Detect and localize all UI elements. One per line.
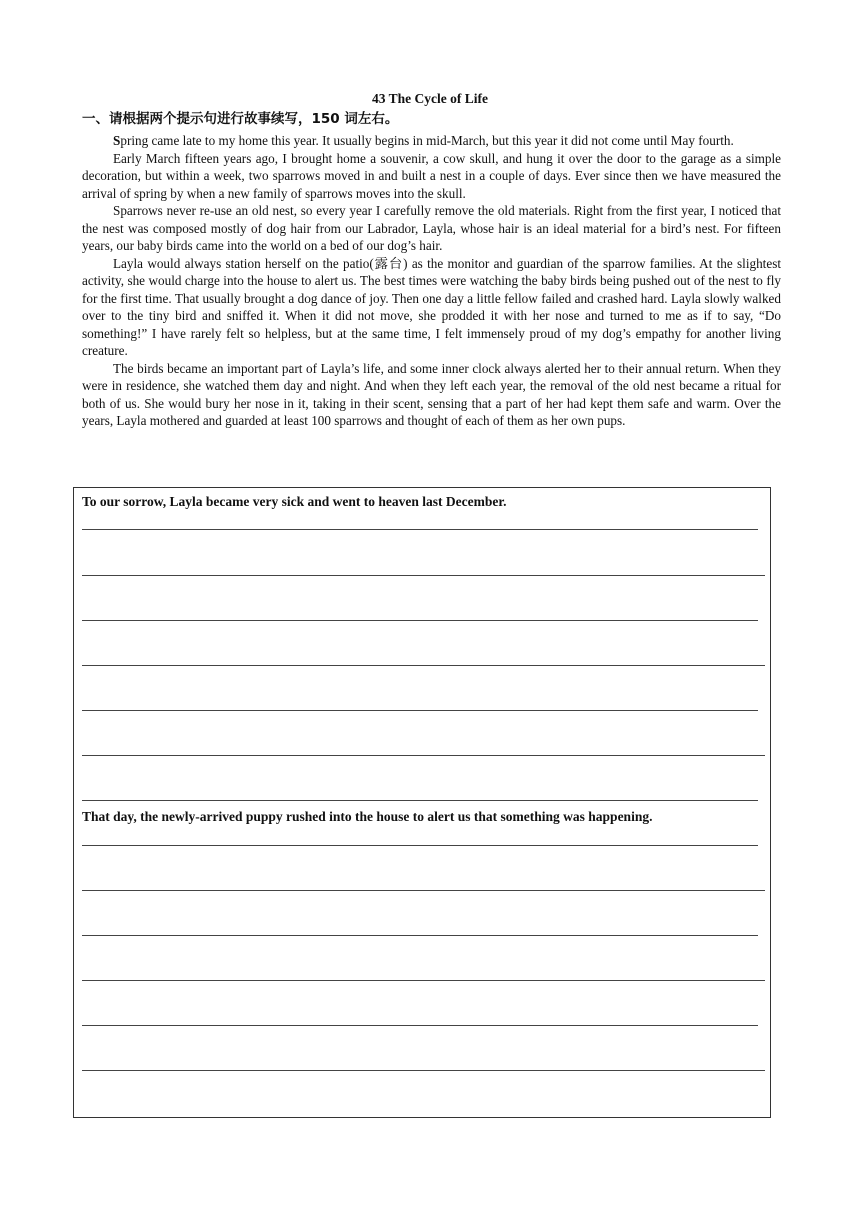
writing-line[interactable] [82, 755, 765, 756]
writing-line[interactable] [82, 1025, 758, 1026]
writing-line[interactable] [82, 1070, 765, 1071]
paragraph-text: The birds became an important part of Layla’s life, and some inner clock always alerted her to their annual return. When they were in residence, she watched them day and night. And when they left each year, the removal of the old nest became a ritual for both of us. She would bury her nose in it, taking in their scent, sensing that a part of her had kept them safe and warm. Over the years, Layla mothered and guarded at least 100 sparrows and thought of each of them as her own pups. [82, 360, 781, 428]
task-instruction: 一、请根据两个提示句进行故事续写，150 词左右。 [82, 111, 399, 127]
writing-line[interactable] [82, 980, 765, 981]
prompt-sentence-2: That day, the newly-arrived puppy rushed into the house to alert us that something was happening. [82, 809, 653, 824]
paragraph-text: pring came late to my home this year. It usually begins in mid-March, but this year it did not come until May fourth. [120, 133, 734, 148]
paragraph-5 [82, 360, 781, 430]
writing-line[interactable] [82, 800, 758, 801]
paragraph-2 [82, 150, 781, 203]
page-title: 43 The Cycle of Life [372, 91, 488, 106]
writing-line[interactable] [82, 620, 758, 621]
paragraph-1 [82, 132, 781, 150]
answer-box [73, 487, 771, 1118]
paragraph-text: Sparrows never re-use an old nest, so every year I carefully remove the old materials. Right from the first year, I noticed that the nest was composed mostly of dog hair from our Labrador, Layla, whose hair is an ideal material for a bird’s nest. For fifteen years, our baby birds came into the world on a bed of our dog’s hair. [82, 203, 781, 253]
story-passage [82, 132, 781, 430]
writing-line[interactable] [82, 935, 758, 936]
paragraph-text: Early March fifteen years ago, I brought home a souvenir, a cow skull, and hung it over the door to the garage as a simple decoration, but within a week, two sparrows moved in and built a nest in a couple of days. Ever since then we have measured the arrival of spring by when a new family of sparrows moves into the skull. [82, 150, 781, 201]
paragraph-4 [82, 255, 781, 360]
prompt-sentence-1: To our sorrow, Layla became very sick and went to heaven last December. [82, 494, 507, 509]
writing-line[interactable] [82, 575, 765, 576]
drop-letter: S [113, 133, 121, 148]
writing-line[interactable] [82, 845, 758, 846]
writing-line[interactable] [82, 529, 758, 530]
writing-line[interactable] [82, 890, 765, 891]
paragraph-3 [82, 202, 781, 255]
writing-line[interactable] [82, 710, 758, 711]
paragraph-text: Layla would always station herself on the patio(露台) as the monitor and guardian of the sparrow families. At the slightest activity, she would charge into the house to alert us. The best times were watching the baby birds being pushed out of the nest to fly for the first time. That usually brought a dog dance of joy. Then one day a little fellow failed and crashed hard. Layla slowly walked over to the tiny bird and sniffed it. When it did not move, she prodded it with her nose and turned to me as if to say, “Do something!” I have rarely felt so helpless, but at the same time, I felt immensely proud of my dog’s empathy for another living creature. [82, 255, 781, 358]
writing-line[interactable] [82, 665, 765, 666]
